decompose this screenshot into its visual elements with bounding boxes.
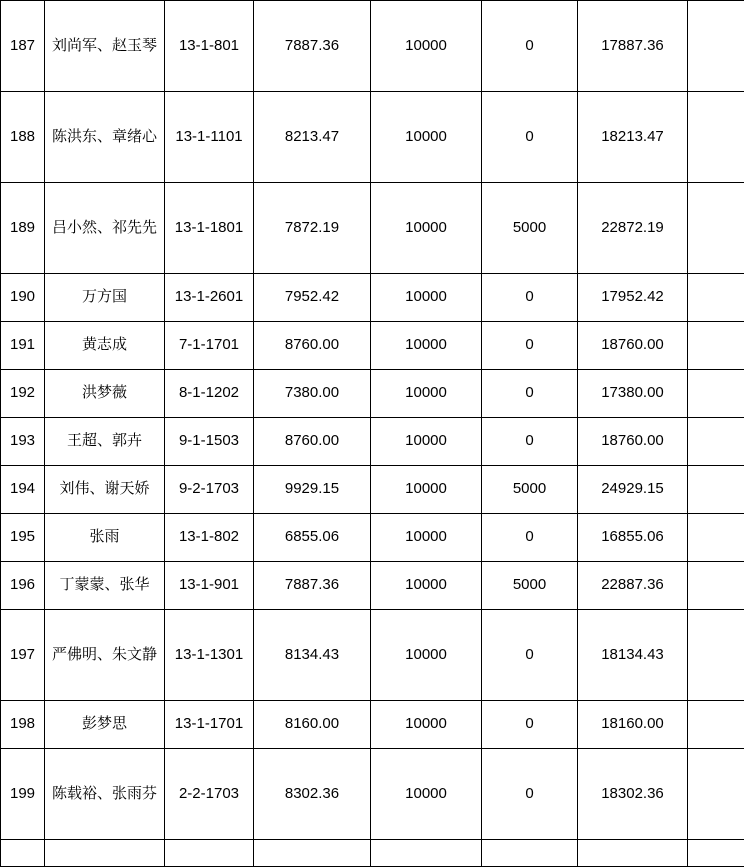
- cell-name[interactable]: 洪梦薇: [45, 370, 165, 418]
- cell-amount1[interactable]: 9929.15: [254, 466, 371, 514]
- cell-name[interactable]: 严佛明、朱文静: [45, 610, 165, 701]
- cell-total[interactable]: 22872.19: [578, 183, 688, 274]
- cell-blank[interactable]: [688, 840, 744, 867]
- cell-room[interactable]: 9-2-1703: [165, 466, 254, 514]
- cell-total[interactable]: 18160.00: [578, 701, 688, 749]
- cell-amount1[interactable]: 7887.36: [254, 1, 371, 92]
- table-row: [1, 701, 744, 749]
- cell-index[interactable]: 191: [1, 322, 45, 370]
- cell-amount1[interactable]: 7887.36: [254, 562, 371, 610]
- cell-name[interactable]: 刘伟、谢天娇: [45, 466, 165, 514]
- cell-amount2[interactable]: [371, 840, 482, 867]
- table-row: [1, 183, 744, 274]
- cell-blank[interactable]: [688, 610, 744, 701]
- cell-blank[interactable]: [688, 562, 744, 610]
- cell-blank[interactable]: [688, 418, 744, 466]
- cell-index[interactable]: 190: [1, 274, 45, 322]
- cell-total[interactable]: 18302.36: [578, 749, 688, 840]
- cell-room[interactable]: 13-1-1701: [165, 701, 254, 749]
- cell-amount3[interactable]: 0: [482, 322, 578, 370]
- cell-room[interactable]: 13-1-901: [165, 562, 254, 610]
- cell-amount2[interactable]: 10000: [371, 1, 482, 92]
- cell-blank[interactable]: [688, 514, 744, 562]
- table-row: [1, 610, 744, 701]
- cell-name[interactable]: 刘尚军、赵玉琴: [45, 1, 165, 92]
- cell-blank[interactable]: [688, 749, 744, 840]
- cell-amount2[interactable]: 10000: [371, 701, 482, 749]
- cell-room[interactable]: 13-1-1101: [165, 92, 254, 183]
- cell-blank[interactable]: [688, 92, 744, 183]
- cell-name[interactable]: 王超、郭卉: [45, 418, 165, 466]
- cell-amount1[interactable]: 8760.00: [254, 322, 371, 370]
- cell-amount3[interactable]: 0: [482, 749, 578, 840]
- cell-amount3[interactable]: 5000: [482, 466, 578, 514]
- cell-room[interactable]: 13-1-1801: [165, 183, 254, 274]
- cell-amount2[interactable]: 10000: [371, 610, 482, 701]
- cell-total[interactable]: 17887.36: [578, 1, 688, 92]
- cell-room[interactable]: 13-1-801: [165, 1, 254, 92]
- cell-amount3[interactable]: [482, 840, 578, 867]
- cell-amount1[interactable]: 7380.00: [254, 370, 371, 418]
- cell-name[interactable]: 陈载裕、张雨芬: [45, 749, 165, 840]
- cell-room[interactable]: 8-1-1202: [165, 370, 254, 418]
- table-row: [1, 92, 744, 183]
- cell-amount1[interactable]: 8213.47: [254, 92, 371, 183]
- cell-room[interactable]: [165, 840, 254, 867]
- cell-index[interactable]: 188: [1, 92, 45, 183]
- cell-amount3[interactable]: 0: [482, 92, 578, 183]
- cell-amount1[interactable]: 6855.06: [254, 514, 371, 562]
- cell-amount3[interactable]: 5000: [482, 562, 578, 610]
- cell-amount2[interactable]: 10000: [371, 749, 482, 840]
- table-row: [1, 562, 744, 610]
- cell-index[interactable]: 199: [1, 749, 45, 840]
- table-row: [1, 322, 744, 370]
- cell-index[interactable]: [1, 840, 45, 867]
- cell-name[interactable]: 黄志成: [45, 322, 165, 370]
- cell-total[interactable]: 18760.00: [578, 418, 688, 466]
- table-row: [1, 1, 744, 92]
- table-row: [1, 514, 744, 562]
- cell-name[interactable]: [45, 840, 165, 867]
- cell-blank[interactable]: [688, 274, 744, 322]
- cell-blank[interactable]: [688, 701, 744, 749]
- cell-blank[interactable]: [688, 466, 744, 514]
- cell-room[interactable]: 13-1-2601: [165, 274, 254, 322]
- cell-amount1[interactable]: 8302.36: [254, 749, 371, 840]
- cell-index[interactable]: 196: [1, 562, 45, 610]
- cell-name[interactable]: 彭梦思: [45, 701, 165, 749]
- cell-name[interactable]: 吕小然、祁先先: [45, 183, 165, 274]
- cell-index[interactable]: 193: [1, 418, 45, 466]
- cell-index[interactable]: 187: [1, 1, 45, 92]
- cell-amount1[interactable]: 7952.42: [254, 274, 371, 322]
- cell-room[interactable]: 2-2-1703: [165, 749, 254, 840]
- cell-total[interactable]: 17952.42: [578, 274, 688, 322]
- cell-amount3[interactable]: 0: [482, 370, 578, 418]
- table-body: [1, 1, 744, 867]
- cell-total[interactable]: 17380.00: [578, 370, 688, 418]
- cell-amount2[interactable]: 10000: [371, 370, 482, 418]
- cell-index[interactable]: 197: [1, 610, 45, 701]
- cell-total[interactable]: 24929.15: [578, 466, 688, 514]
- cell-index[interactable]: 198: [1, 701, 45, 749]
- table-row: [1, 418, 744, 466]
- cell-amount2[interactable]: 10000: [371, 183, 482, 274]
- cell-amount1[interactable]: 7872.19: [254, 183, 371, 274]
- cell-room[interactable]: 7-1-1701: [165, 322, 254, 370]
- cell-amount3[interactable]: 0: [482, 610, 578, 701]
- cell-amount2[interactable]: 10000: [371, 322, 482, 370]
- cell-room[interactable]: 9-1-1503: [165, 418, 254, 466]
- cell-total[interactable]: 18760.00: [578, 322, 688, 370]
- cell-total[interactable]: [578, 840, 688, 867]
- cell-index[interactable]: 194: [1, 466, 45, 514]
- cell-amount3[interactable]: 5000: [482, 183, 578, 274]
- cell-amount3[interactable]: 0: [482, 418, 578, 466]
- table-row: [1, 840, 744, 867]
- cell-name[interactable]: 万方国: [45, 274, 165, 322]
- cell-total[interactable]: 18213.47: [578, 92, 688, 183]
- cell-total[interactable]: 22887.36: [578, 562, 688, 610]
- cell-amount2[interactable]: 10000: [371, 274, 482, 322]
- cell-name[interactable]: 丁蒙蒙、张华: [45, 562, 165, 610]
- cell-amount3[interactable]: 0: [482, 1, 578, 92]
- cell-total[interactable]: 18134.43: [578, 610, 688, 701]
- cell-amount2[interactable]: 10000: [371, 92, 482, 183]
- cell-blank[interactable]: [688, 322, 744, 370]
- cell-amount1[interactable]: 8160.00: [254, 701, 371, 749]
- cell-amount3[interactable]: 0: [482, 701, 578, 749]
- cell-name[interactable]: 张雨: [45, 514, 165, 562]
- cell-blank[interactable]: [688, 370, 744, 418]
- cell-room[interactable]: 13-1-802: [165, 514, 254, 562]
- cell-index[interactable]: 195: [1, 514, 45, 562]
- cell-name[interactable]: 陈洪东、章绪心: [45, 92, 165, 183]
- cell-amount2[interactable]: 10000: [371, 514, 482, 562]
- table-row: [1, 370, 744, 418]
- cell-amount3[interactable]: 0: [482, 514, 578, 562]
- cell-index[interactable]: 192: [1, 370, 45, 418]
- cell-total[interactable]: 16855.06: [578, 514, 688, 562]
- cell-amount2[interactable]: 10000: [371, 562, 482, 610]
- cell-room[interactable]: 13-1-1301: [165, 610, 254, 701]
- cell-blank[interactable]: [688, 183, 744, 274]
- cell-amount2[interactable]: 10000: [371, 466, 482, 514]
- cell-amount1[interactable]: 8760.00: [254, 418, 371, 466]
- cell-amount2[interactable]: 10000: [371, 418, 482, 466]
- cell-amount3[interactable]: 0: [482, 274, 578, 322]
- cell-amount1[interactable]: 8134.43: [254, 610, 371, 701]
- table-row: [1, 749, 744, 840]
- table-row: [1, 274, 744, 322]
- cell-amount1[interactable]: [254, 840, 371, 867]
- table-row: [1, 466, 744, 514]
- cell-index[interactable]: 189: [1, 183, 45, 274]
- cell-blank[interactable]: [688, 1, 744, 92]
